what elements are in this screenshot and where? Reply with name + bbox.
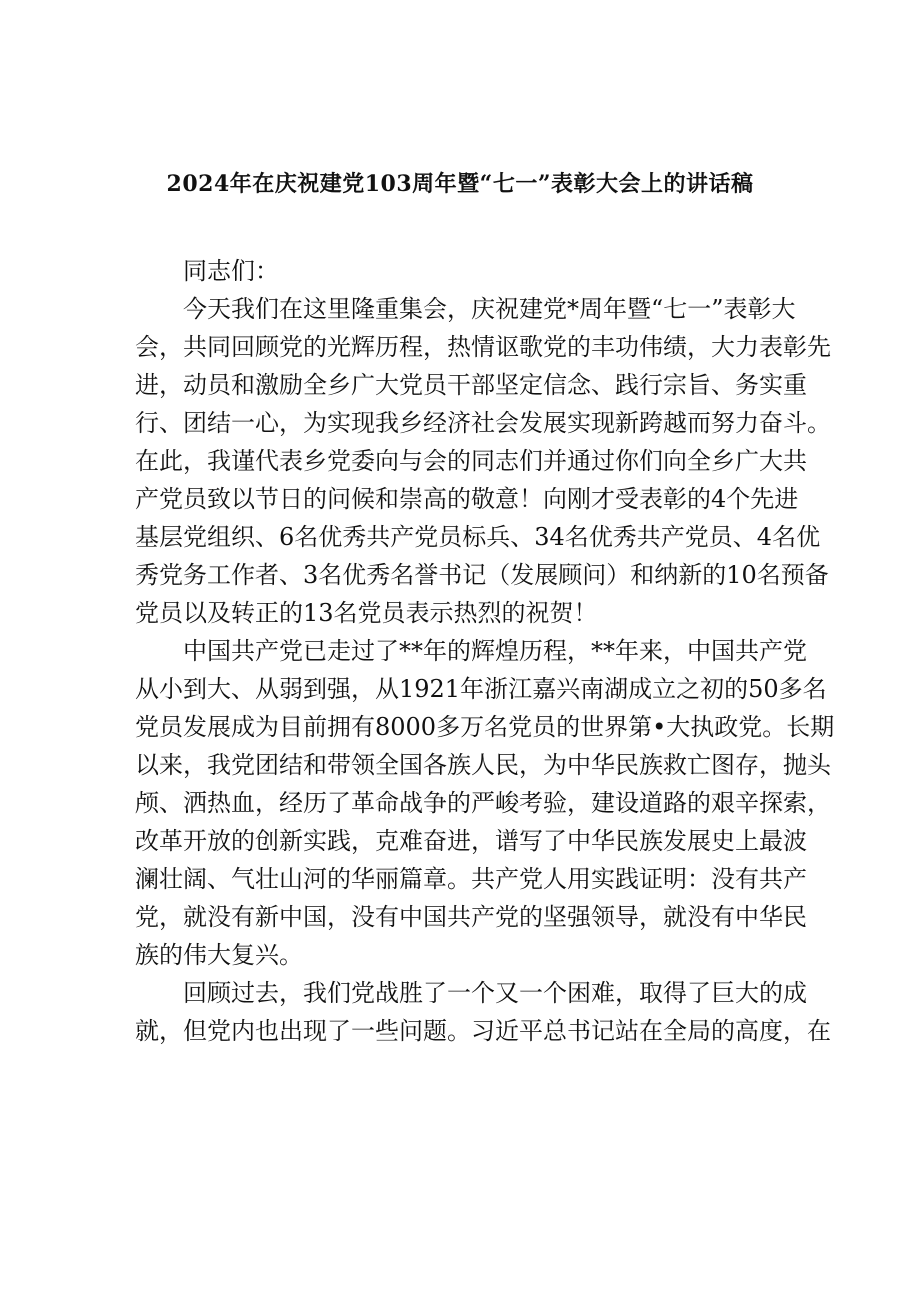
- paragraph-line: 改革开放的创新实践，克难奋进，谱写了中华民族发展史上最波: [135, 827, 807, 855]
- paragraph-line: 今天我们在这里隆重集会，庆祝建党*周年暨“七一”表彰大: [183, 295, 796, 323]
- paragraph-line: 进，动员和激励全乡广大党员干部坚定信念、践行宗旨、务实重: [135, 371, 807, 399]
- paragraph-line: 颅、洒热血，经历了革命战争的严峻考验，建设道路的艰辛探索，: [135, 789, 831, 817]
- paragraph-line: 以来，我党团结和带领全国各族人民，为中华民族救亡图存，抛头: [135, 751, 831, 779]
- document-title: 2024年在庆祝建党103周年暨“七一”表彰大会上的讲话稿: [166, 171, 754, 197]
- paragraph-line: 就，但党内也出现了一些问题。习近平总书记站在全局的高度，在: [135, 1017, 831, 1045]
- paragraph-2: [135, 632, 835, 974]
- paragraph-line: 从小到大、从弱到强，从1921年浙江嘉兴南湖成立之初的50多名: [135, 675, 827, 703]
- paragraph-line: 党，就没有新中国，没有中国共产党的坚强领导，就没有中华民: [135, 903, 807, 931]
- paragraph-line: 回顾过去，我们党战胜了一个又一个困难，取得了巨大的成: [183, 979, 807, 1007]
- paragraph-line: 在此，我谨代表乡党委向与会的同志们并通过你们向全乡广大共: [135, 447, 807, 475]
- paragraph-line: 产党员致以节日的问候和崇高的敬意！向刚才受表彰的4个先进: [135, 485, 799, 513]
- paragraph-line: 族的伟大复兴。: [135, 941, 303, 969]
- paragraph-line: 党员以及转正的13名党员表示热烈的祝贺！: [135, 599, 598, 627]
- paragraph-line: 会，共同回顾党的光辉历程，热情讴歌党的丰功伟绩，大力表彰先: [135, 333, 831, 361]
- paragraph-3: [135, 974, 831, 1050]
- paragraph-line: 行、团结一心，为实现我乡经济社会发展实现新跨越而努力奋斗。: [135, 409, 831, 437]
- paragraph-1: [135, 290, 831, 632]
- paragraph-line: 中国共产党已走过了**年的辉煌历程，**年来，中国共产党: [183, 637, 807, 665]
- document-body: [135, 252, 835, 1050]
- paragraph-line: 秀党务工作者、3名优秀名誉书记（发展顾问）和纳新的10名预备: [135, 561, 829, 589]
- paragraph-line: 澜壮阔、气壮山河的华丽篇章。共产党人用实践证明：没有共产: [135, 865, 807, 893]
- paragraph-line: 基层党组织、6名优秀共产党员标兵、34名优秀共产党员、4名优: [135, 523, 821, 551]
- paragraph-line: 党员发展成为目前拥有8000多万名党员的世界第•大执政党。长期: [135, 713, 835, 741]
- salutation: 同志们：: [183, 257, 279, 285]
